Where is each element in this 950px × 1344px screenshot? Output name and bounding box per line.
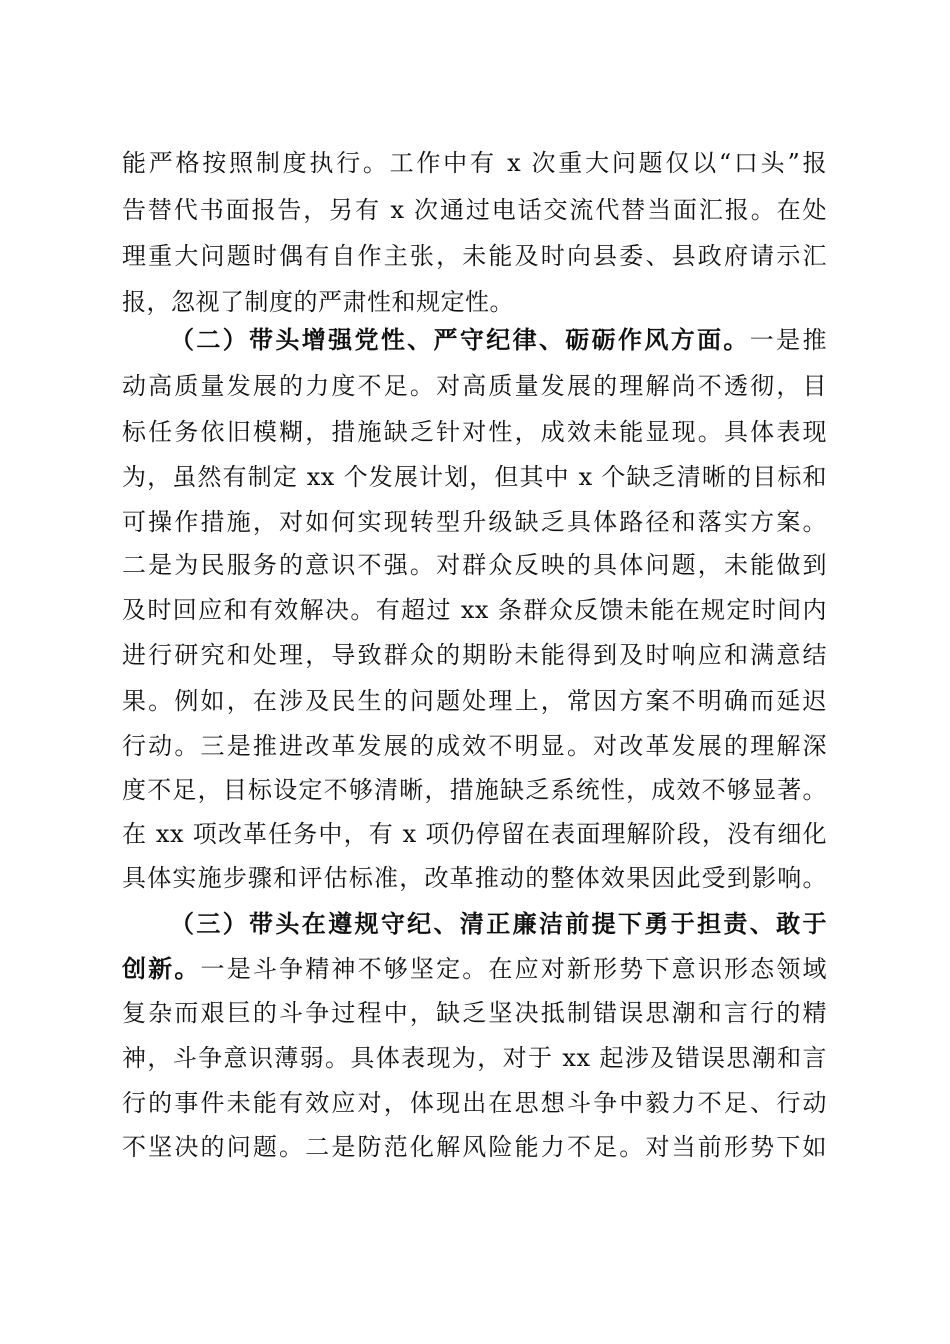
line-text: 告替代书面报告，另有 x 次通过电话交流代替当面汇报。在处: [122, 196, 827, 224]
body-line: [122, 148, 827, 178]
body-line: [122, 731, 827, 761]
section-heading: （三）带头在遵规守纪、清正廉洁前提下勇于担责、敢于: [170, 909, 827, 938]
line-text: 为，虽然有制定 xx 个发展计划，但其中 x 个缺乏清晰的目标和: [122, 463, 827, 491]
line-text: 及时回应和有效解决。有超过 xx 条群众反馈未能在规定时间内: [122, 596, 827, 624]
line-text: 标任务依旧模糊，措施缺乏针对性，成效未能显现。具体表现: [122, 418, 827, 446]
body-line: [122, 595, 827, 625]
line-text: 在 xx 项改革任务中，有 x 项仍停留在表面理解阶段，没有细化: [122, 820, 827, 848]
line-text: 理重大问题时偶有自作主张，未能及时向县委、县政府请示汇: [122, 242, 827, 270]
line-text: 可操作措施，对如何实现转型升级缺乏具体路径和落实方案。: [122, 508, 827, 536]
body-line: [122, 1043, 827, 1073]
line-text: 一是斗争精神不够坚定。在应对新形势下意识形态领域: [200, 955, 828, 983]
line-text: 复杂而艰巨的斗争过程中，缺乏坚决抵制错误思潮和言行的精: [122, 999, 827, 1027]
body-line: [122, 371, 827, 401]
body-line: [122, 287, 827, 317]
section-heading-line: [122, 954, 827, 984]
section-heading-line: [170, 325, 827, 355]
line-text: 进行研究和处理，导致群众的期盼未能得到及时响应和满意结: [122, 641, 827, 669]
line-text: 度不足，目标设定不够清晰，措施缺乏系统性，成效不够显著。: [122, 776, 827, 804]
body-line: [122, 863, 827, 893]
body-line: [122, 775, 827, 805]
body-line: [122, 686, 827, 716]
body-line: [122, 417, 827, 447]
line-text: 动高质量发展的力度不足。对高质量发展的理解尚不透彻，目: [122, 372, 827, 400]
line-text: 行的事件未能有效应对，体现出在思想斗争中毅力不足、行动: [122, 1089, 827, 1117]
body-line: [122, 1088, 827, 1118]
section-heading: （二）带头增强党性、严守纪律、砺砺作风方面。: [170, 325, 750, 354]
line-text: 报，忽视了制度的严肃性和规定性。: [122, 288, 514, 316]
line-text: 果。例如，在涉及民生的问题处理上，常因方案不明确而延迟: [122, 687, 827, 715]
body-line: [122, 462, 827, 492]
body-line: [122, 640, 827, 670]
body-line: [122, 1132, 827, 1162]
body-line: [122, 819, 827, 849]
body-line: [122, 998, 827, 1028]
line-text: 行动。三是推进改革发展的成效不明显。对改革发展的理解深: [122, 732, 827, 760]
section-heading: 创新。: [122, 954, 201, 983]
line-text: 不坚决的问题。二是防范化解风险能力不足。对当前形势下如: [122, 1133, 827, 1161]
line-text: 具体实施步骤和评估标准，改革推动的整体效果因此受到影响。: [122, 864, 827, 892]
body-line: [122, 195, 827, 225]
line-text: 一是推: [749, 326, 828, 354]
line-text: 神，斗争意识薄弱。具体表现为，对于 xx 起涉及错误思潮和言: [122, 1044, 827, 1072]
body-line: [122, 550, 827, 580]
body-line: [122, 241, 827, 271]
line-text: 二是为民服务的意识不强。对群众反映的具体问题，未能做到: [122, 551, 827, 579]
section-heading-line: [170, 909, 827, 939]
line-text: 能严格按照制度执行。工作中有 x 次重大问题仅以“口头”报: [122, 149, 827, 177]
body-line: [122, 507, 827, 537]
